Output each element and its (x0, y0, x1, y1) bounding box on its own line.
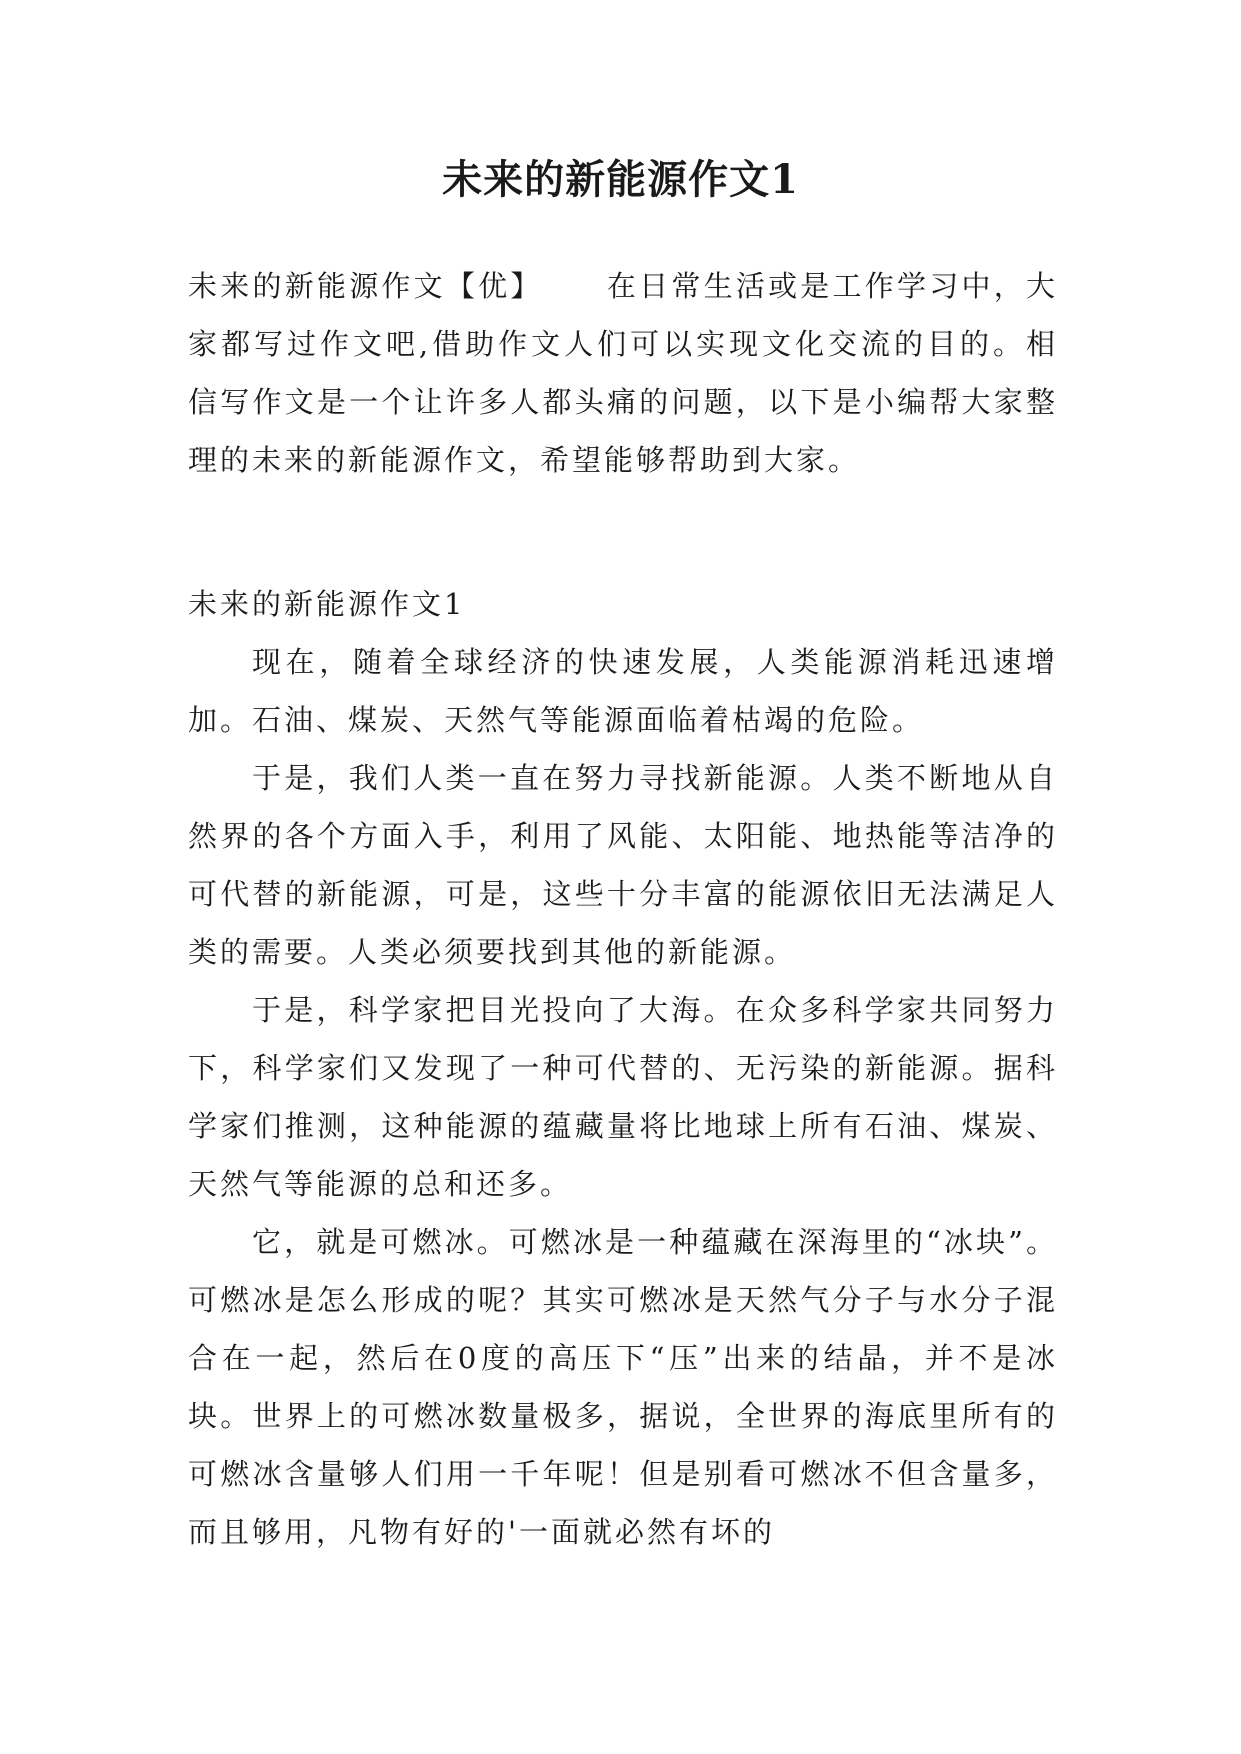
paragraph-1: 现在，随着全球经济的快速发展，人类能源消耗迅速增加。石油、煤炭、天然气等能源面临着枯竭的危险。 (188, 645, 1058, 737)
paragraph-4: 它，就是可燃冰。可燃冰是一种蕴藏在深海里的“冰块”。可燃冰是怎么形成的呢？其实可燃冰是天然气分子与水分子混合在一起，然后在0度的高压下“压”出来的结晶，并不是冰块。世界上的可燃冰数量极多，据说，全世界的海底里所有的可燃冰含量够人们用一千年呢！但是别看可燃冰不但含量多，而且够用，凡物有好的'一面就必然有坏的 (188, 1225, 1058, 1549)
intro-paragraph (188, 257, 1058, 489)
intro-text: 在日常生活或是工作学习中，大家都写过作文吧,借助作文人们可以实现文化交流的目的。相信写作文是一个让许多人都头痛的问题，以下是小编帮大家整理的未来的新能源作文，希望能够帮助到大家。 (188, 269, 1058, 477)
section-heading: 未来的新能源作文1 (188, 587, 466, 621)
paragraph-2: 于是，我们人类一直在努力寻找新能源。人类不断地从自然界的各个方面入手，利用了风能、太阳能、地热能等洁净的可代替的新能源，可是，这些十分丰富的能源依旧无法满足人类的需要。人类必须要找到其他的新能源。 (188, 761, 1058, 969)
paragraph-3: 于是，科学家把目光投向了大海。在众多科学家共同努力下，科学家们又发现了一种可代替的、无污染的新能源。据科学家们推测，这种能源的蕴藏量将比地球上所有石油、煤炭、天然气等能源的总和还多。 (188, 993, 1058, 1201)
essay-body (188, 633, 1058, 1561)
intro-lead: 未来的新能源作文【优】 (188, 269, 543, 303)
document-title: 未来的新能源作文1 (442, 156, 799, 203)
